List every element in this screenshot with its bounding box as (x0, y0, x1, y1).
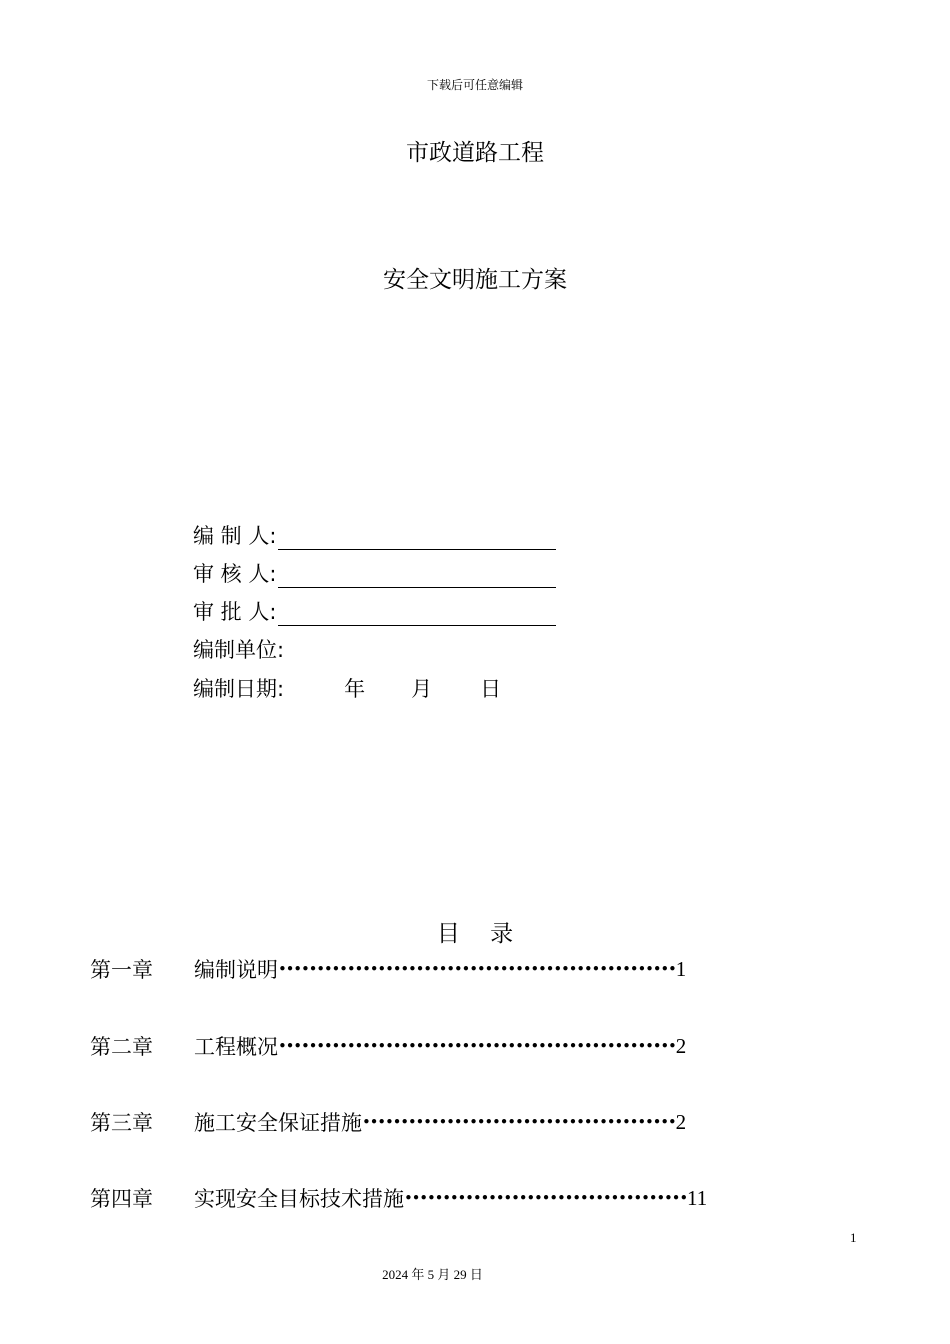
document-subtitle: 安全文明施工方案 (383, 267, 567, 293)
unit-label: 编制单位: (193, 638, 285, 662)
toc-entry-title: 编制说明 (194, 958, 278, 982)
toc-page-number: 2 (675, 1033, 687, 1058)
toc-chapter: 第四章 (90, 1187, 153, 1211)
toc-entry[interactable] (90, 1107, 686, 1137)
toc-chapter: 第二章 (90, 1035, 153, 1059)
day-label: 日 (480, 677, 502, 701)
toc-entry-title: 工程概况 (194, 1035, 278, 1059)
footer-date: 2024 年 5 月 29 日 (382, 1267, 483, 1282)
toc-leader-dots: ••••••••••••••••••••••••••••••••••••• (404, 1189, 687, 1207)
compiler-label: 编 制 人: (193, 524, 277, 548)
reviewer-row (193, 558, 556, 588)
toc-leader-dots: •••••••••••••••••••••••••••••••••••••••••••••••••••• (278, 960, 676, 978)
date-label: 编制日期: (193, 677, 285, 701)
unit-row (193, 634, 284, 664)
month-label: 月 (411, 677, 433, 701)
toc-leader-dots: •••••••••••••••••••••••••••••••••••••••••••••••••••• (278, 1037, 676, 1055)
toc-entry[interactable] (90, 954, 686, 984)
toc-entry[interactable] (90, 1183, 707, 1213)
toc-entry-title: 施工安全保证措施 (194, 1111, 362, 1135)
approver-row (193, 596, 556, 626)
page-number: 1 (850, 1230, 857, 1245)
toc-entry[interactable] (90, 1031, 686, 1061)
toc-page-number: 2 (675, 1109, 687, 1134)
reviewer-field[interactable] (278, 567, 556, 588)
toc-chapter: 第一章 (90, 958, 153, 982)
toc-chapter: 第三章 (90, 1111, 153, 1135)
toc-title: 目 录 (436, 921, 514, 947)
approver-label: 审 批 人: (193, 600, 277, 624)
date-row (193, 673, 501, 703)
toc-leader-dots: ••••••••••••••••••••••••••••••••••••••••• (362, 1113, 676, 1131)
reviewer-label: 审 核 人: (193, 562, 277, 586)
toc-page-number: 11 (686, 1185, 708, 1210)
toc-page-number: 1 (675, 956, 687, 981)
document-title: 市政道路工程 (406, 140, 544, 166)
header-note: 下载后可任意编辑 (426, 78, 523, 92)
year-label: 年 (344, 677, 366, 701)
toc-entry-title: 实现安全目标技术措施 (194, 1187, 404, 1211)
approver-field[interactable] (278, 605, 556, 626)
compiler-field[interactable] (278, 529, 556, 550)
compiler-row (193, 520, 556, 550)
